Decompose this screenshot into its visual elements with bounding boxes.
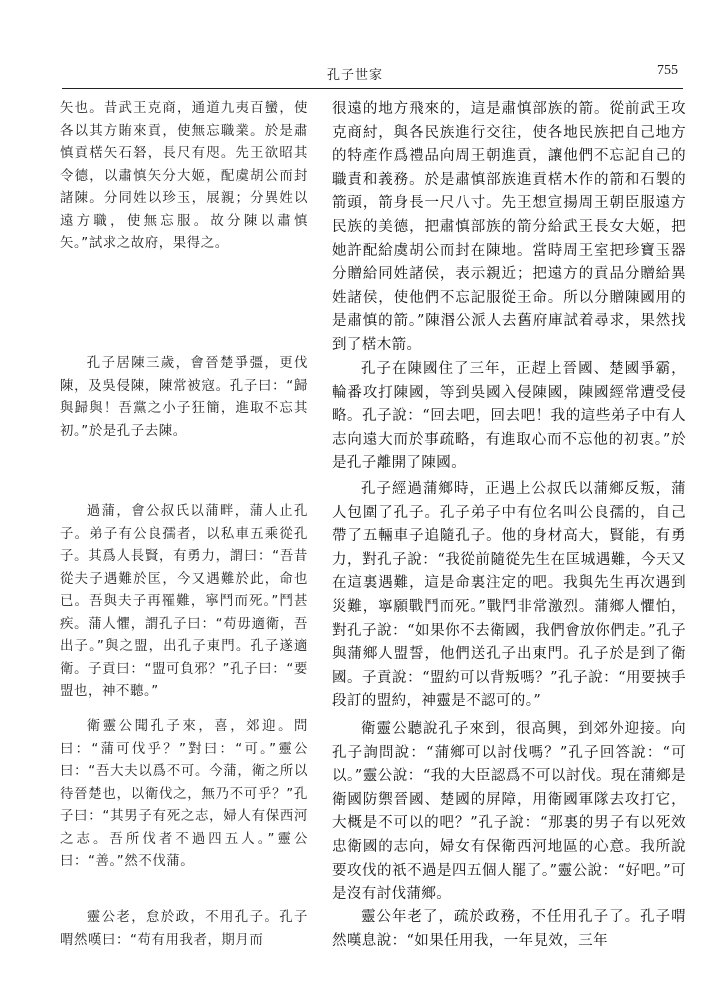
classical-paragraph-5: 靈公老，怠於政，不用孔子。孔子喟然嘆曰：“苟有用我者，期月而 bbox=[60, 910, 308, 948]
classical-paragraph-2: 孔子居陳三歲，會晉楚爭彊，更伐陳，及吳侵陳，陳常被寇。孔子曰：“歸與歸與！吾黨之小子狂簡，進取不忘其初。”於是孔子去陳。 bbox=[60, 356, 308, 439]
page-header bbox=[60, 64, 680, 88]
translation-paragraph-2: 孔子在陳國住了三年，正趕上晉國、楚國爭霸，輪番攻打陳國，等到吳國入侵陳國，陳國經常遭受侵略。孔子說：“回去吧，回去吧！我的這些弟子中有人志向遠大而於事疏略，有進取心而不忘他的初衷。”於是孔子離開了陳國。 bbox=[332, 361, 686, 472]
classical-paragraph-4: 衛靈公聞孔子來，喜，郊迎。問曰：“蒲可伐乎？”對曰：“可。”靈公曰：“吾大夫以爲不可。今蒲，衛之所以待晉楚也，以衛伐之，無乃不可乎？”孔子曰：“其男子有死之志，婦人有保西河之志。吾所伐者不過四五人。”靈公曰：“善。”然不伐蒲。 bbox=[60, 719, 308, 869]
translation-paragraph-3: 孔子經過蒲鄉時，正遇上公叔氏以蒲鄉反叛，蒲人包圍了孔子。孔子弟子中有位名叫公良孺的，自己帶了五輛車子追隨孔子。他的身材高大，賢能，有勇力，對孔子說：“我從前隨從先生在匡城遇難，今天又在這裏遇難，這是命裏注定的吧。我與先生再次遇到災難，寧願戰鬥而死。”戰鬥非常激烈。蒲鄉人懼怕，對孔子說：“如果你不去衛國，我們會放你們走。”孔子與蒲鄉人盟誓，他們送孔子出東門。孔子於是到了衛國。子貢說：“盟約可以背叛嗎？”孔子說：“用要挾手段訂的盟約，神靈是不認可的。” bbox=[332, 481, 686, 710]
page-number: 755 bbox=[657, 63, 678, 78]
translation-paragraph-5: 靈公年老了，疏於政務，不任用孔子了。孔子喟然嘆息說：“如果任用我，一年見效，三年 bbox=[332, 909, 686, 949]
header-rule bbox=[62, 88, 683, 89]
classical-paragraph-3: 過蒲，會公叔氏以蒲畔，蒲人止孔子。弟子有公良孺者，以私車五乘從孔子。其爲人長賢，有勇力，謂曰：“吾昔從夫子遇難於匡，今又遇難於此，命也已。吾與夫子再罹難，寧鬥而死。”鬥甚疾。蒲人懼，謂孔子曰：“苟毋適衛，吾出子。”與之盟，出孔子東門。孔子遂適衛。子貢曰：“盟可負邪？”孔子曰：“要盟也，神不聽。” bbox=[60, 504, 308, 699]
classical-paragraph-1: 矢也。昔武王克商，通道九夷百蠻，使各以其方賄來貢，使無忘職業。於是肅慎貢楛矢石砮，長尺有咫。先王欲昭其令德，以肅慎矢分大姬，配虞胡公而封諸陳。分同姓以珍玉，展親；分異姓以遠方職，使無忘服。故分陳以肅慎矢。”試求之故府，果得之。 bbox=[60, 101, 308, 251]
translation-paragraph-4: 衛靈公聽說孔子來到，很高興，到郊外迎接。向孔子詢問說：“蒲鄉可以討伐嗎？”孔子回答說：“可以。”靈公說：“我的大臣認爲不可以討伐。現在蒲鄉是衛國防禦晉國、楚國的屏障，用衛國軍隊去攻打它，大概是不可以的吧？”孔子說：“那裏的男子有以死效忠衛國的志向，婦女有保衛西河地區的心意。我所說要攻伐的祇不過是四五個人罷了。”靈公說：“好吧。”可是沒有討伐蒲鄉。 bbox=[332, 721, 686, 903]
translation-paragraph-1: 很遠的地方飛來的，這是肅慎部族的箭。從前武王攻克商紂，與各民族進行交往，使各地民族把自己地方的特產作爲禮品向周王朝進貢，讓他們不忘記自己的職責和義務。於是肅慎部族進貢楛木作的箭和石製的箭頭，箭身長一尺八寸。先王想宣揚周王朝臣服遠方民族的美德，把肅慎部族的箭分給武王長女大姬，把她許配給虞胡公而封在陳地。當時周王室把珍寶玉器分贈給同姓諸侯，表示親近；把遠方的貢品分贈給異姓諸侯，使他們不忘記服從王命。所以分贈陳國用的是肅慎的箭。”陳湣公派人去舊府庫試着尋求，果然找到了楛木箭。 bbox=[332, 101, 686, 353]
running-title: 孔子世家 bbox=[327, 68, 384, 83]
